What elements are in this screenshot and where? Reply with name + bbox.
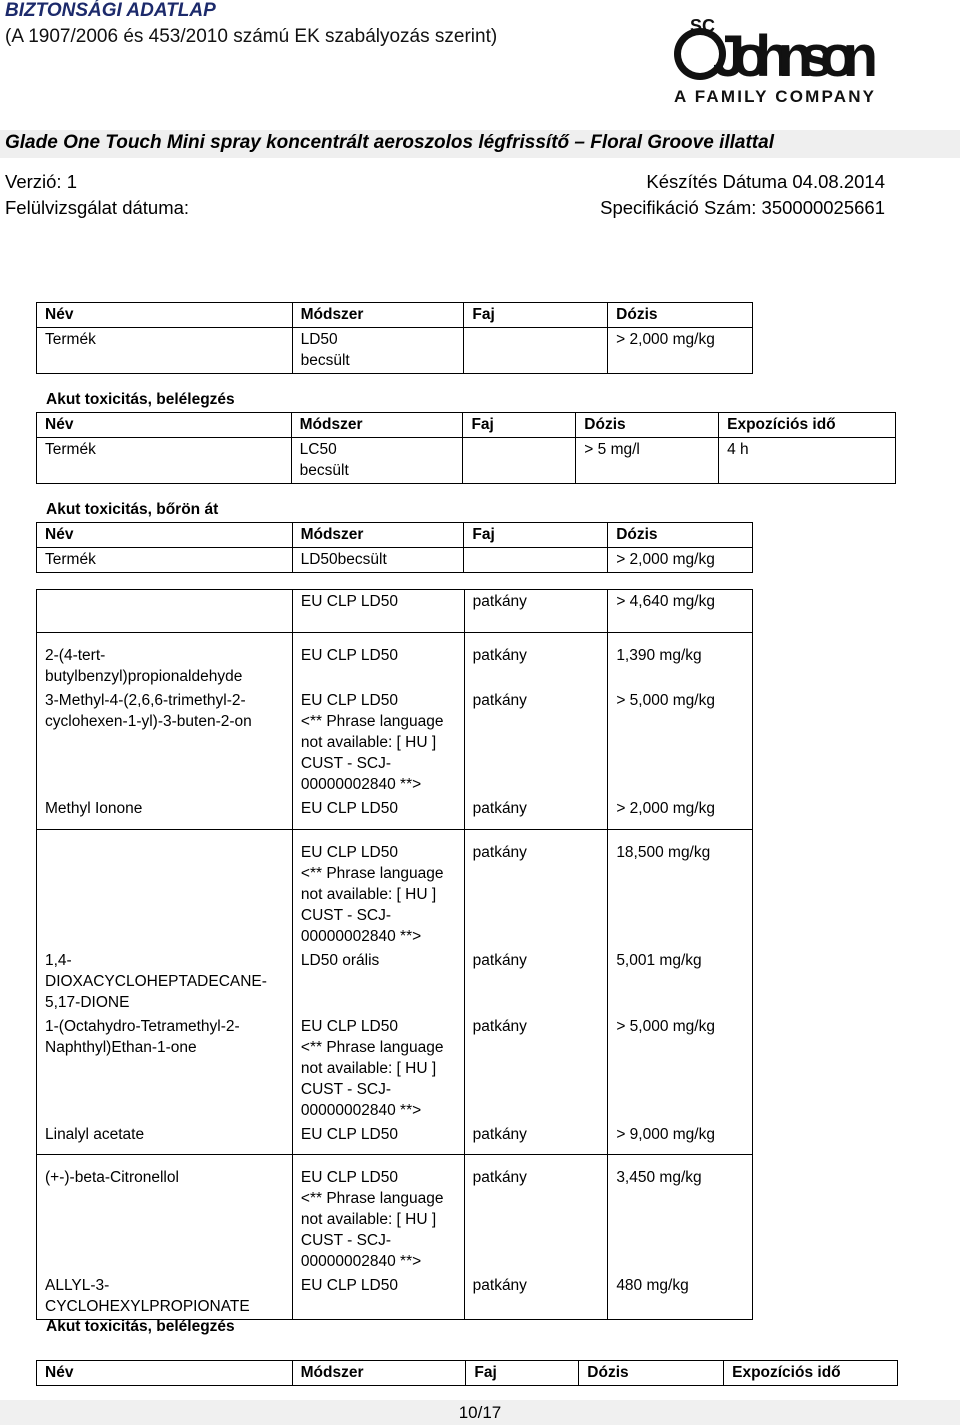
header-dose: Dózis — [576, 413, 719, 438]
header-exposure: Expozíciós idő — [719, 413, 896, 438]
document-title: BIZTONSÁGI ADATLAP — [5, 0, 216, 21]
svg-text:Johnson: Johnson — [713, 24, 878, 89]
cell-name: Termék — [37, 438, 292, 484]
section-label-inhalation: Akut toxicitás, belélegzés — [46, 391, 235, 408]
cell-name: Termék — [37, 328, 293, 374]
table-row — [37, 438, 896, 484]
sc-johnson-logo — [668, 10, 883, 105]
cell-method: EU CLP LD50 <** Phrase language not available: [ HU ] CUST - SCJ- 00000002840 **> — [292, 689, 464, 797]
review-date-text: Felülvizsgálat dátuma: — [5, 197, 190, 218]
table-row — [37, 797, 753, 829]
table-header-row — [37, 303, 753, 328]
cell-method: LD50becsült — [292, 548, 464, 573]
header-dose: Dózis — [608, 523, 753, 548]
table-row — [37, 689, 753, 797]
svg-text:SC: SC — [690, 16, 716, 36]
table-row — [37, 1274, 753, 1320]
header-species: Faj — [466, 1361, 579, 1386]
cell-method: EU CLP LD50 <** Phrase language not available: [ HU ] CUST - SCJ- 00000002840 **> — [292, 1015, 464, 1123]
cell-name: Termék — [37, 548, 293, 573]
header-exposure: Expozíciós idő — [724, 1361, 898, 1386]
cell-method: LD50 orális — [292, 949, 464, 1015]
header-name: Név — [37, 1361, 293, 1386]
cell-method: EU CLP LD50 — [292, 797, 464, 829]
table-header-row — [37, 1361, 898, 1386]
table-row — [37, 548, 753, 573]
cell-dose: > 2,000 mg/kg — [608, 328, 753, 374]
cell-method: LC50 becsült — [291, 438, 463, 484]
inhalation-toxicity-table-2 — [36, 1360, 898, 1386]
svg-text:A FAMILY COMPANY: A FAMILY COMPANY — [674, 87, 879, 105]
table-row — [37, 328, 753, 374]
cell-name — [37, 590, 293, 633]
cell-species: patkány — [464, 1155, 608, 1275]
oral-toxicity-table — [36, 302, 753, 374]
table-row — [37, 1015, 753, 1123]
cell-species — [464, 548, 608, 573]
cell-dose: > 5 mg/l — [576, 438, 719, 484]
product-title: Glade One Touch Mini spray koncentrált aeroszolos légfrissítő – Floral Groove illattal — [5, 132, 774, 153]
section-label-inhalation-2: Akut toxicitás, belélegzés — [46, 1318, 235, 1335]
table-header-row — [37, 523, 753, 548]
cell-dose: > 5,000 mg/kg — [608, 1015, 753, 1123]
cell-dose: > 2,000 mg/kg — [608, 548, 753, 573]
header-name: Név — [37, 523, 293, 548]
cell-dose: > 2,000 mg/kg — [608, 797, 753, 829]
cell-species: patkány — [464, 1274, 608, 1320]
cell-dose: 18,500 mg/kg — [608, 829, 753, 949]
header-species: Faj — [464, 523, 608, 548]
cell-species: patkány — [464, 797, 608, 829]
cell-dose: 5,001 mg/kg — [608, 949, 753, 1015]
table-row — [37, 633, 753, 690]
cell-method: EU CLP LD50 — [292, 1274, 464, 1320]
cell-species: patkány — [464, 829, 608, 949]
header-method: Módszer — [292, 1361, 466, 1386]
cell-name — [37, 829, 293, 949]
header-method: Módszer — [291, 413, 463, 438]
cell-dose: > 4,640 mg/kg — [608, 590, 753, 633]
table-row — [37, 1155, 753, 1275]
header-species: Faj — [463, 413, 576, 438]
table-row — [37, 1123, 753, 1155]
regulation-subtitle: (A 1907/2006 és 453/2010 számú EK szabályozás szerint) — [5, 26, 498, 47]
cell-name: 1,4-DIOXACYCLOHEPTADECANE- 5,17-DIONE — [37, 949, 293, 1015]
cell-dose: 3,450 mg/kg — [608, 1155, 753, 1275]
cell-dose: > 9,000 mg/kg — [608, 1123, 753, 1155]
cell-species: patkány — [464, 1015, 608, 1123]
spec-number-text: Specifikáció Szám: 350000025661 — [600, 197, 885, 218]
cell-dose: 480 mg/kg — [608, 1274, 753, 1320]
cell-name: 3-Methyl-4-(2,6,6-trimethyl-2- cyclohexen-1-yl)-3-buten-2-on — [37, 689, 293, 797]
cell-species: patkány — [464, 633, 608, 690]
cell-method: EU CLP LD50 — [292, 1123, 464, 1155]
cell-method: EU CLP LD50 <** Phrase language not available: [ HU ] CUST - SCJ- 00000002840 **> — [292, 1155, 464, 1275]
cell-species: patkány — [464, 590, 608, 633]
cell-method: EU CLP LD50 <** Phrase language not available: [ HU ] CUST - SCJ- 00000002840 **> — [292, 829, 464, 949]
table-row — [37, 590, 753, 633]
cell-species: patkány — [464, 689, 608, 797]
cell-method: EU CLP LD50 — [292, 633, 464, 690]
cell-exposure: 4 h — [719, 438, 896, 484]
header-dose: Dózis — [608, 303, 753, 328]
header-name: Név — [37, 303, 293, 328]
ingredients-toxicity-table — [36, 589, 753, 1320]
cell-species — [463, 438, 576, 484]
cell-name: (+-)-beta-Citronellol — [37, 1155, 293, 1275]
cell-name: Methyl Ionone — [37, 797, 293, 829]
dermal-toxicity-table — [36, 522, 753, 573]
table-row — [37, 829, 753, 949]
cell-species: patkány — [464, 949, 608, 1015]
header-method: Módszer — [292, 303, 464, 328]
cell-species: patkány — [464, 1123, 608, 1155]
header-dose: Dózis — [579, 1361, 724, 1386]
cell-name: 1-(Octahydro-Tetramethyl-2- Naphthyl)Ethan-1-one — [37, 1015, 293, 1123]
table-header-row — [37, 413, 896, 438]
cell-name: Linalyl acetate — [37, 1123, 293, 1155]
header-method: Módszer — [292, 523, 464, 548]
table-row — [37, 949, 753, 1015]
cell-name: ALLYL-3- CYCLOHEXYLPROPIONATE — [37, 1274, 293, 1320]
cell-dose: 1,390 mg/kg — [608, 633, 753, 690]
cell-species — [464, 328, 608, 374]
inhalation-toxicity-table — [36, 412, 896, 484]
cell-method: EU CLP LD50 — [292, 590, 464, 633]
section-label-dermal: Akut toxicitás, bőrön át — [46, 501, 219, 518]
page-number: 10/17 — [458, 1403, 502, 1422]
header-name: Név — [37, 413, 292, 438]
cell-method: LD50 becsült — [292, 328, 464, 374]
header-species: Faj — [464, 303, 608, 328]
version-text: Verzió: 1 — [5, 171, 77, 192]
created-date-text: Készítés Dátuma 04.08.2014 — [646, 171, 885, 192]
cell-name: 2-(4-tert- butylbenzyl)propionaldehyde — [37, 633, 293, 690]
cell-dose: > 5,000 mg/kg — [608, 689, 753, 797]
